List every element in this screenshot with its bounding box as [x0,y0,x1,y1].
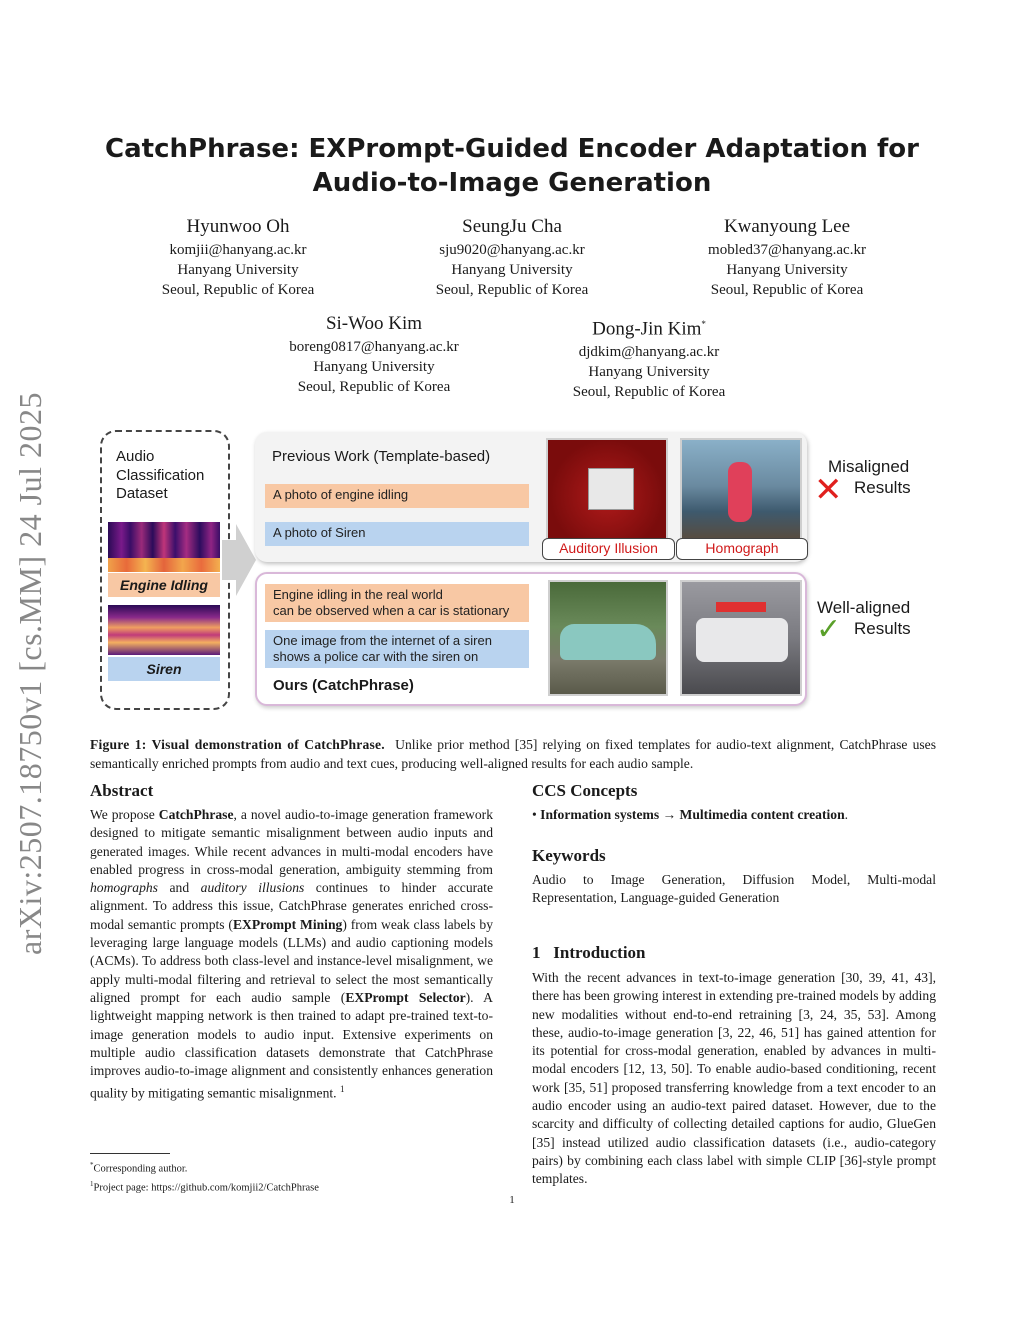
abstract-text: We propose [90,807,159,822]
footnote-rule [90,1153,170,1154]
author-name: Kwanyoung Lee [723,216,851,237]
ours-title: Ours (CatchPhrase) [273,677,414,694]
abstract-italic: auditory illusions [200,880,305,896]
siren-spectrogram [108,605,220,655]
mermaid-image [680,438,802,544]
ours-prompt-engine-line-1: Engine idling in the real world [273,587,443,602]
cross-icon: ✕ [814,471,843,509]
abstract-body [90,806,493,1103]
footnotes [90,1158,319,1196]
ccs-item-a: Information systems [540,807,660,822]
arrow-right-icon [222,520,256,600]
footnote-text: Corresponding author. [93,1163,188,1175]
ours-prompt-siren-line-2: shows a police car with the siren on [273,649,479,664]
author-email: djdkim@hanyang.ac.kr [578,344,720,361]
car-shape [560,624,656,660]
arxiv-stamp: arXiv:2507.18750v1 [cs.MM] 24 Jul 2025 [12,392,48,955]
ours-prompt-siren-line-1: One image from the internet of a siren [273,633,492,648]
author-email: mobled37@hanyang.ac.kr [708,242,866,258]
author-name: Hyunwoo Oh [186,216,290,237]
author-location: Seoul, Republic of Korea [572,384,726,401]
caption-text: Unlike prior method [35] relying on fixed templates for audio-text alignment, CatchPhrase uses semantically enriched prompts from audio and text cues, producing well-aligned results for each audio sample. [90,737,936,771]
page-number: 1 [509,1194,515,1206]
ccs-arrow: → [659,807,680,822]
ccs-end: . [844,807,849,822]
author-name: SeungJu Cha [462,216,562,237]
section-title: Introduction [553,943,646,962]
title-line-1: CatchPhrase: EXPrompt-Guided Encoder Adaptation for [105,134,919,164]
keywords-heading: Keywords [532,846,606,865]
section-number: 1 [532,943,541,962]
author-affiliation: Hanyang University [588,364,710,381]
police-car-image [680,580,802,696]
ccs-item [532,806,936,824]
well-aligned-line-1: Well-aligned [817,598,911,617]
prev-prompt-siren: A photo of Siren [265,522,529,546]
ours-prompt-engine-line-2: can be observed when a car is stationary [273,603,510,618]
footnote-ref: 1 [339,1084,345,1095]
intro-body: With the recent advances in text-to-image generation [30, 39, 41, 43], there has been growing interest in extending pre-trained models by adding new modalities without end-to-end retraining [3, 24, 35, 53]. Among these, audio-to-image generation [3, 22, 46, 51] has gained attention for its potential for cross-modal generation, enabled by advances in multi-modal encoders [12, 13, 50]. To enable audio-based conditioning, recent work [35, 51] proposed transferring knowledge from a text encoder to an audio encoder using an audio-text paired dataset. However, due to the scarcity and difficulty of collecting detailed captions for audio, GlueGen [35] instead utilized audio classification datasets (i.e., audio-category pairs) by combining each class label with simple CLIP [36]-style prompt templates. [532,970,936,1187]
printer-shape [588,468,634,510]
caption-label: Figure 1: Visual demonstration of CatchPhrase. [90,737,385,752]
author-location: Seoul, Republic of Korea [297,379,451,395]
author-location: Seoul, Republic of Korea [710,282,864,298]
abstract-bold: EXPrompt Selector [345,989,466,1005]
author-affiliation: Hanyang University [451,262,573,278]
footnote-mark: * [90,1161,94,1169]
author-email: boreng0817@hanyang.ac.kr [289,339,459,355]
ccs-bullet: • [532,807,541,822]
prev-prompt-engine: A photo of engine idling [265,484,529,508]
engine-idling-label: Engine Idling [108,573,220,597]
figure-shape [728,462,752,522]
abstract-bold: EXPrompt Mining [232,916,343,932]
keywords-text: Audio to Image Generation, Diffusion Model, Multi-modal Representation, Language-guided Generation [532,872,936,906]
car-image [548,580,668,696]
author-name: Dong-Jin Kim [592,318,702,340]
author-email: sju9020@hanyang.ac.kr [439,242,585,258]
abstract-text: , a novel audio-to-image generation framework designed to mitigate semantic misalignment between audio inputs and generated images. While recent advances in multi-modal encoders have enabled progress in cross-modal generation, ambiguity stemming from [90,807,493,877]
check-icon: ✓ [816,613,842,646]
misaligned-line-2: Results [854,478,911,497]
footnote-link[interactable]: Project page: https://github.com/komjii2/CatchPhrase [93,1182,319,1194]
author-email: komjii@hanyang.ac.kr [169,242,307,258]
engine-spectrogram [108,522,220,572]
author-name: Si-Woo Kim [325,313,423,334]
homograph-tag: Homograph [676,538,808,560]
ccs-item-b: Multimedia content creation [679,807,845,822]
abstract-italic: homographs [90,880,158,896]
siren-light-shape [716,602,766,612]
ccs-heading: CCS Concepts [532,781,638,800]
abstract-heading: Abstract [90,781,154,800]
previous-work-title: Previous Work (Template-based) [272,448,491,465]
auditory-illusion-tag: Auditory Illusion [542,538,675,560]
abstract-text: and [157,880,201,896]
corresponding-mark: * [701,319,706,329]
abstract-text: continues to hinder accurate alignment. To address this issue, CatchPhrase generates enriched cross-modal semantic prompts ( [90,880,493,932]
author-affiliation: Hanyang University [726,262,848,278]
abstract-bold: CatchPhrase [158,807,234,822]
author-location: Seoul, Republic of Korea [435,282,589,298]
abstract-text: ) from weak class labels by leveraging large language models (LLMs) and audio captioning models (ACMs). To address both class-level and instance-level misalignment, we apply multi-modal filtering and retrieval to select the most semantically aligned prompt for each audio sample ( [90,916,493,1005]
figure-caption [90,735,936,773]
author-location: Seoul, Republic of Korea [161,282,315,298]
author-affiliation: Hanyang University [177,262,299,278]
printer-image [546,438,668,544]
well-aligned-line-2: Results [854,619,911,638]
ours-prompt-engine [265,584,529,622]
title-line-2: Audio-to-Image Generation [312,168,712,198]
siren-label: Siren [108,657,220,681]
author-affiliation: Hanyang University [313,359,435,375]
misaligned-line-1: Misaligned [828,457,910,476]
truck-shape [696,618,788,662]
footnote-1 [90,1158,319,1177]
footnote-mark: 1 [90,1180,94,1188]
ours-prompt-siren [265,630,529,668]
dataset-label: Audio Classification Dataset [116,448,205,502]
abstract-text: ). A lightweight mapping network is then trained to adapt pre-trained text-to-image generation models to audio input. Extensive experiments on multiple audio classification datasets demonstrate that CatchPhrase improves audio-to-image alignment and consistently enhances generation quality by mitigating semantic misalignment. [90,989,493,1101]
intro-heading [532,943,646,963]
spectrogram-band [108,558,220,572]
